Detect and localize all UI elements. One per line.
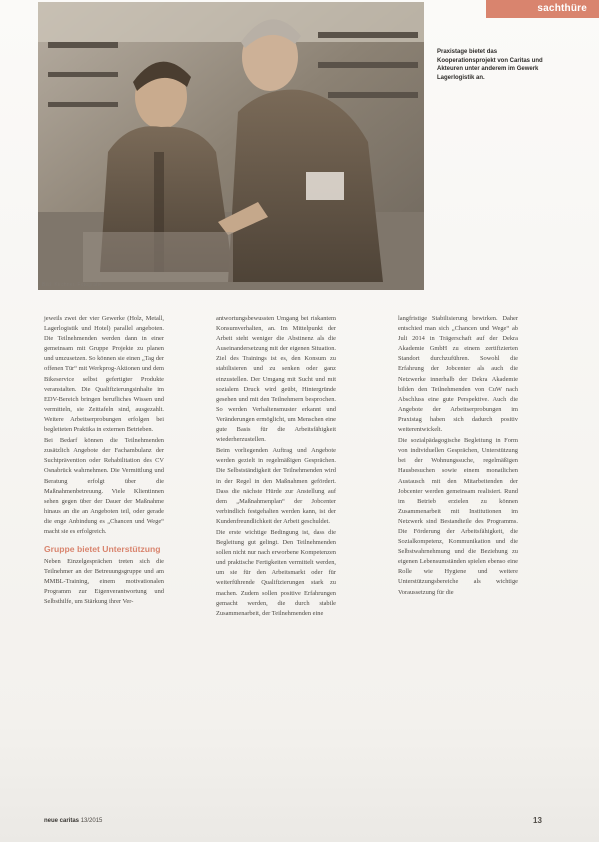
section-tab: sachthüre [486,0,599,18]
photo-caption: Praxistage bietet das Kooperationsprojekt von Caritas und Akteuren unter anderem im Gewerk Lagerlogistik an. [437,49,543,81]
paragraph: Bei Bedarf können die Teilnehmenden zusätzlich Angebote der Fachambulanz der Suchtprävention oder Rehabilitation des CV Osnabrück wahrnehmen. Die Vermittlung und Beratung erfolgt über die Maßnahmenbetreuung. Viele Klientinnen sehen gegen über der Dauer der Maßnahme hinaus an die an Angeboten teil, oder gerade die enge Anbindung es „Chancen und Wege“ macht sie es erfolgreich. [44,437,164,535]
paragraph: Die erste wichtige Bedingung ist, dass die Begleitung gut gelingt. Den Teilnehmenden sollen nicht nur nach erworbene Kompetenzen und praktische Fertigkeiten vermittelt werden, um sie für den Arbeitsmarkt oder für weiterführende Qualifizierungen stark zu machen. Zudem sollen positive Erfahrungen gemacht werden, die durch stabile Zusammenarbeit, der Teilnehmenden eine [216,528,336,617]
photo-credit: Bild: Kirchner, Fotografie [42,282,102,288]
page-number: 13 [533,816,542,825]
text-column-2 [216,314,336,619]
paragraph: Beim vorliegenden Auftrag und Angebote werden gezielt in regelmäßigen Gesprächen. Die Selbstständigkeit der Teilnehmenden wird in der Regel in den Maßnahmen gefördert. Dass die nächste Hürde zur Anstellung auf dem „Maßnahmenplan“ der Jobcenter verbindlich festgehalten werden kann, ist der Kundenfreundlichkeit der Arbeit geschuldet. [216,447,336,525]
subheading: Gruppe bietet Unterstützung [44,544,161,555]
paragraph: langfristige Stabilisierung bewirken. Daher entschied man sich „Chancen und Wege“ ab Juli 2014 in Trägerschaft auf der Dekra Akademie GmbH zu einem zertifizierten Standort durchzuführen. Sowohl die Erfahrung der Jobcenter als auch die Netzwerke innerhalb der Dekra Akademie bilden den Teilnehmenden von CuW nach Abschluss eine gute Perspektive. Auch die Angebote der Arbeitserprobungen im Praxistag haben sich dadurch positiv weiterentwickelt. [398,315,518,434]
issue-number: 13/2015 [80,818,103,824]
text-column-1 [44,314,164,608]
magazine-name: neue caritas [44,818,80,824]
footer-magazine [44,818,102,824]
paragraph: Die sozialpädagogische Begleitung in Form von individuellen Gesprächen, Unterstützung bei der Wohnungssuche, regelmäßigen Hausbesuchen sowie einem monatlichen Austausch mit den Mitarbeitenden der Jobcenter werden gemeinsam realisiert. Rund im Betrieb erzielen zu können Zusammenarbeit mit Institutionen im Netzwerk sind Bestandteile des Programms. Die Förderung der Arbeitsfähigkeit, die Sozialkompetenz, Kommunikation und die Selbstwahrnehmung und die Beziehung zu eigenen Lebensumständen spielen ebenso eine Rolle wie Hygiene und weitere Unterstützungsbereiche als wichtige Voraussetzung für die [398,437,518,596]
text-column-3 [398,314,518,598]
paragraph: Neben Einzelgesprächen treten sich die Teilnehmer an der Betreuungsgruppe und am MMBL-Training, einem motivationalen Programm zur Eigenverantwortung und Selbsthilfe, um Stärkung ihrer Ver- [44,558,164,606]
paragraph: jeweils zwei der vier Gewerke (Holz, Metall, Lagerlogistik und Hotel) parallel angeboten. Die Teilnehmenden werden dann in einer gemeinsam mit Gruppe Projekte zu planen und umzusetzen. So können sie einen „Tag der offenen Tür“ mit Werkprog-Aktionen und dem Bikeservice selbst gefertigter Produkte veranstalten. Die Qualifizierungsinhalte im EDV-Bereich bringen berufliches Wissen und vermitteln, sie Zeittafeln sind, ausgezahlt. Weitere Arbeitserprobungen erfolgen bei begleiteten Praktika in externen Betrieben. [44,315,164,434]
paragraph: antwortungsbewussten Umgang bei riskantem Konsumverhalten, an. Im Mittelpunkt der Arbeit steht weniger die Abstinenz als die Auseinandersetzung mit der eigenen Situation. Ziel des Trainings ist es, den Konsum zu stabilisieren und zu senken oder ganz einzustellen. Der Umgang mit Sucht und mit sozialem Druck wird geübt, Hintergründe gesehen und mit den Teilnehmern besprochen. So werden Verhaltensmuster erkannt und Veränderungen ermöglicht, um Menschen eine gute Basis für die Arbeitsfähigkeit wiederherzustellen. [216,315,336,444]
article-photo [38,2,424,290]
